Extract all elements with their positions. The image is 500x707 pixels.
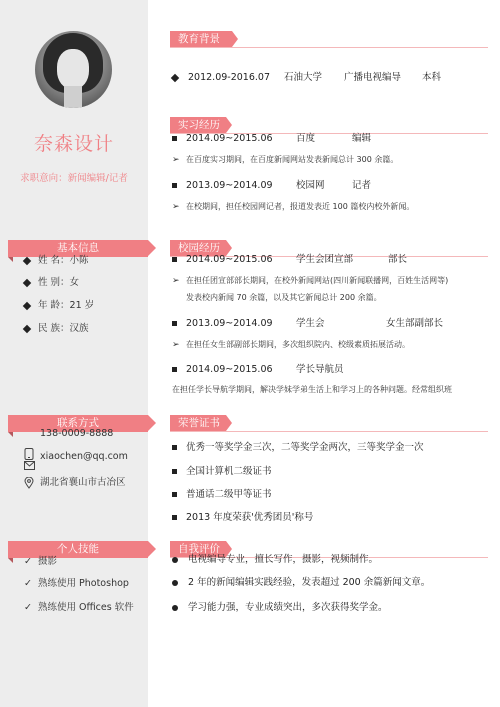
- job-intent: 求职意向：新闻编辑/记者: [20, 173, 128, 184]
- dot-bullet-icon: [172, 605, 178, 611]
- skill-item: ✓ 熟练使用 Offices 软件: [24, 602, 134, 613]
- skill-item: ✓ 熟练使用 Photoshop: [24, 578, 129, 589]
- honor-item: 全国计算机二级证书: [172, 463, 272, 477]
- dot-bullet-icon: [172, 580, 178, 586]
- honor-item: 2013 年度荣获'优秀团员'称号: [172, 509, 313, 523]
- education-rule: [170, 47, 488, 48]
- applicant-name: 奈森设计: [33, 133, 114, 155]
- arrow-bullet-icon: ➢: [172, 340, 180, 350]
- diamond-bullet-icon: [23, 301, 31, 309]
- internship-item-1: 2014.09~2015.06 百度 编辑: [172, 130, 371, 144]
- internship-desc-1: ➢ 在百度实习期间，在百度新闻网站发表新闻总计 300 余篇。: [172, 155, 399, 165]
- self-eval-item: 学习能力强，专业成绩突出，多次获得奖学金。: [172, 599, 388, 613]
- square-bullet-icon: [172, 492, 177, 497]
- dot-bullet-icon: [172, 557, 178, 563]
- campus-item-3: 2014.09~2015.06 学长导航员: [172, 361, 344, 375]
- square-bullet-icon: [172, 321, 177, 326]
- internship-item-2: 2013.09~2014.09 校园网 记者: [172, 177, 371, 191]
- square-bullet-icon: [172, 183, 177, 188]
- honor-item: 优秀一等奖学金三次，二等奖学金两次，三等奖学金一次: [172, 439, 424, 453]
- campus-desc-2: ➢ 在担任女生部副部长期间，多次组织院内、校级素质拓展活动。: [172, 340, 410, 350]
- email-row: [24, 448, 40, 460]
- diamond-bullet-icon: [23, 256, 31, 264]
- internship-desc-2: ➢ 在校期间，担任校园网记者，报道发表近 100 篇校内校外新闻。: [172, 202, 415, 212]
- square-bullet-icon: [172, 469, 177, 474]
- mail-icon: [24, 461, 35, 470]
- check-icon: ✓: [24, 556, 32, 567]
- basic-ethnic-row: 民 族：汉族: [24, 320, 89, 334]
- honors-header: 荣誉证书: [170, 415, 226, 432]
- self-eval-item: 电视编导专业，擅长写作，摄影，视频制作。: [172, 551, 378, 565]
- mail-row: [24, 460, 41, 471]
- email-text: xiaochen@qq.com: [40, 451, 128, 462]
- basic-gender-row: 性 别：女: [24, 274, 79, 288]
- diamond-bullet-icon: [23, 278, 31, 286]
- contact-header: 联系方式: [8, 415, 148, 432]
- square-bullet-icon: [172, 257, 177, 262]
- campus-item-2: 2013.09~2014.09 学生会 女生部副部长: [172, 315, 443, 329]
- square-bullet-icon: [172, 445, 177, 450]
- self-eval-header: 自我评价: [170, 541, 226, 558]
- campus-tail: 在担任学长导航学期间，解决学妹学弟生活上和学习上的各种问题。经常组织班: [172, 385, 452, 394]
- phone-icon: [24, 448, 34, 460]
- address-row: 湖北省襄山市古冶区: [24, 474, 126, 489]
- internship-header: 实习经历: [170, 117, 226, 134]
- location-pin-icon: [24, 477, 34, 489]
- campus-desc-1b: 发表校内新闻 70 余篇，以及其它新闻总计 200 余篇。: [186, 293, 382, 302]
- skill-item: ✓ 摄影: [24, 556, 58, 567]
- basic-age-row: 年 龄：21 岁: [24, 297, 94, 311]
- arrow-bullet-icon: ➢: [172, 276, 180, 286]
- education-row: 2012.09-2016.07 石油大学 广播电视编导 本科: [172, 69, 441, 83]
- campus-item-1: 2014.09~2015.06 学生会团宣部 部长: [172, 251, 407, 265]
- basic-name-row: 姓 名：小陈: [24, 252, 89, 266]
- check-icon: ✓: [24, 602, 32, 613]
- square-bullet-icon: [172, 515, 177, 520]
- skills-header: 个人技能: [8, 541, 148, 558]
- diamond-bullet-icon: [23, 324, 31, 332]
- square-bullet-icon: [172, 367, 177, 372]
- arrow-bullet-icon: ➢: [172, 155, 180, 165]
- arrow-bullet-icon: ➢: [172, 202, 180, 212]
- avatar: [35, 31, 112, 108]
- education-header: 教育背景: [170, 31, 232, 48]
- honors-rule: [170, 431, 488, 432]
- check-icon: ✓: [24, 578, 32, 589]
- basic-info-header: 基本信息: [8, 240, 148, 257]
- campus-header: 校园经历: [170, 240, 226, 257]
- phone-text: 138-0009-8888: [40, 428, 114, 439]
- diamond-bullet-icon: [171, 73, 179, 81]
- honor-item: 普通话二级甲等证书: [172, 486, 272, 500]
- square-bullet-icon: [172, 136, 177, 141]
- campus-desc-1a: ➢ 在担任团宣部部长期间，在校外新闻网站(四川新闻联播网，百姓生活网等): [172, 276, 449, 286]
- self-eval-item: 2 年的新闻编辑实践经验，发表超过 200 余篇新闻文章。: [172, 574, 430, 588]
